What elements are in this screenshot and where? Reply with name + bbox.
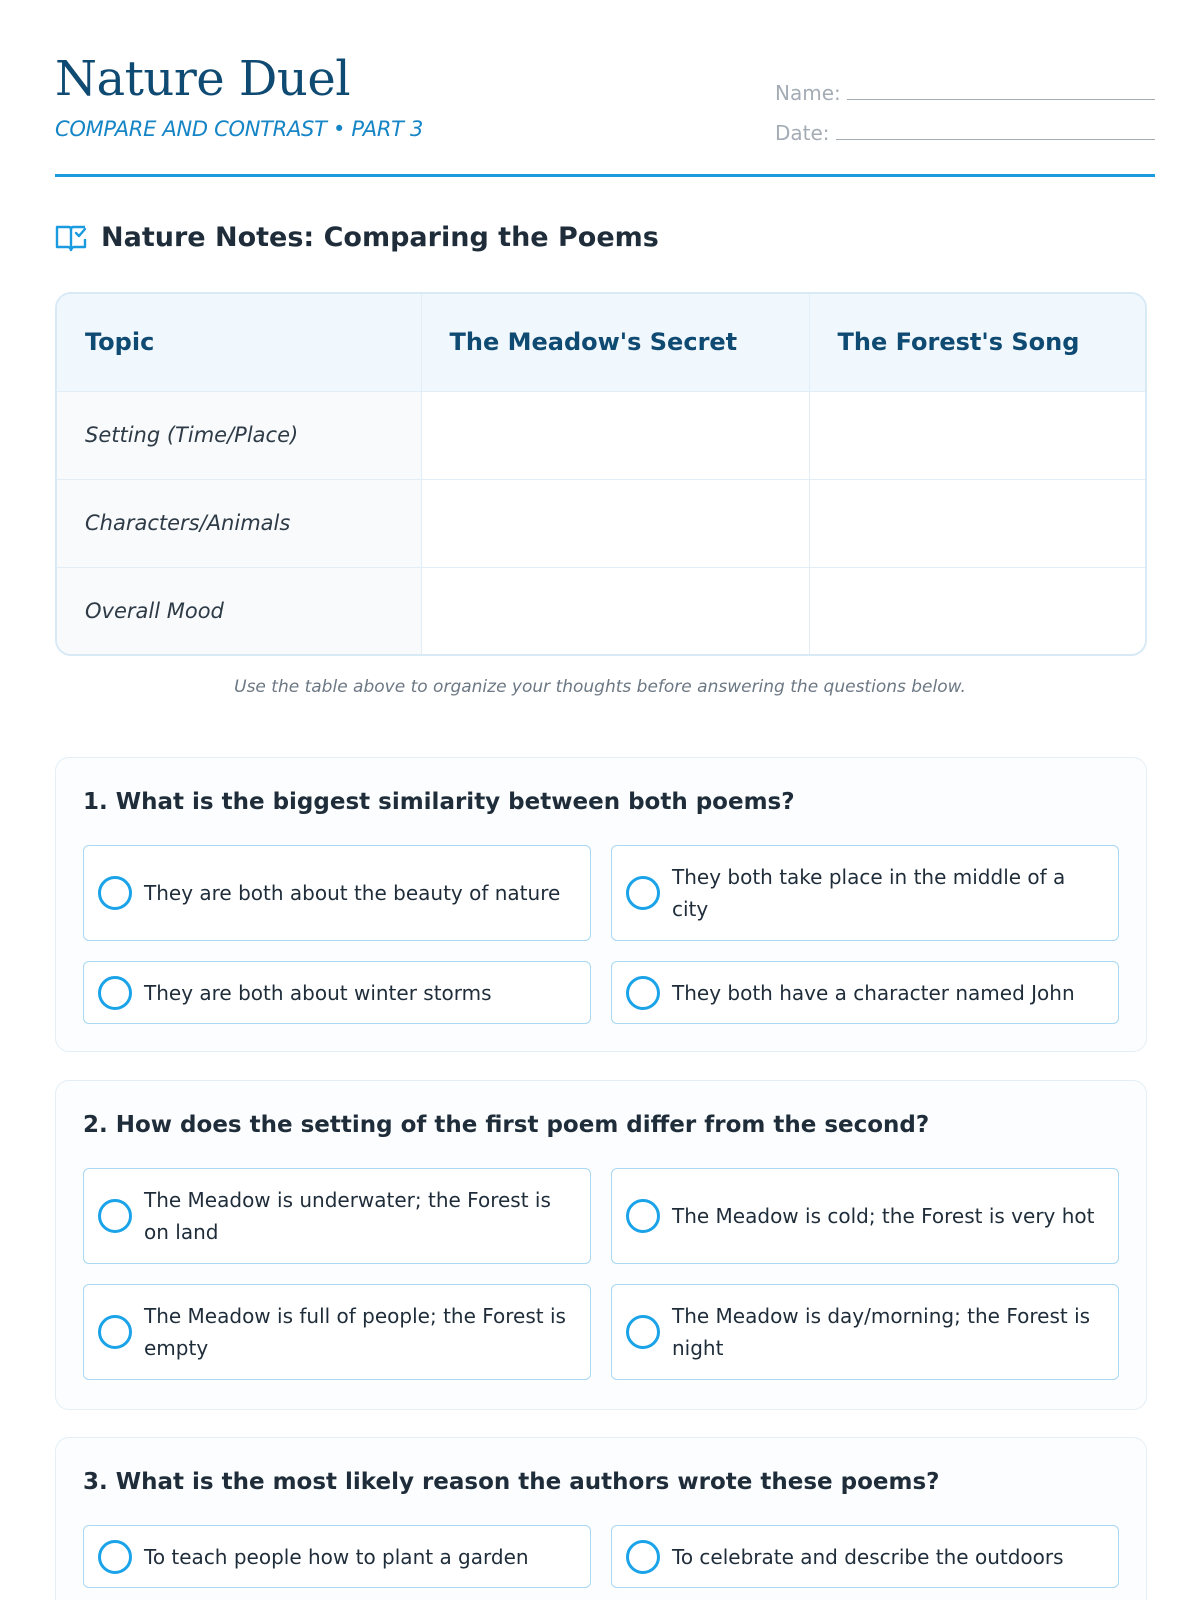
answer-cell[interactable] [809, 567, 1145, 655]
option-label: The Meadow is day/morning; the Forest is night [672, 1304, 1091, 1360]
option-label: They both have a character named John [672, 980, 1075, 1005]
name-line [847, 99, 1155, 100]
worksheet-subtitle: COMPARE AND CONTRAST • PART 3 [55, 117, 424, 141]
worksheet-header [55, 51, 1155, 177]
option-label: They both take place in the middle of a city [672, 865, 1066, 921]
date-line [836, 139, 1155, 140]
answer-cell[interactable] [421, 567, 809, 655]
answer-option[interactable] [611, 1168, 1119, 1264]
option-label: They are both about winter storms [144, 980, 492, 1005]
answer-cell[interactable] [809, 391, 1145, 479]
column-header: Topic [57, 294, 421, 391]
answer-option[interactable] [83, 1168, 591, 1264]
answer-option[interactable] [611, 1284, 1119, 1380]
radio-button[interactable] [626, 1315, 660, 1349]
answer-option[interactable] [83, 845, 591, 941]
answer-cell[interactable] [421, 391, 809, 479]
option-label: They are both about the beauty of nature [144, 881, 561, 905]
date-label: Date: [775, 121, 830, 145]
question-card [55, 1437, 1147, 1600]
question-text: 3. What is the most likely reason the authors wrote these poems? [83, 1469, 940, 1495]
comparison-table [55, 292, 1147, 656]
section-title: Nature Notes: Comparing the Poems [101, 222, 659, 253]
option-label: The Meadow is full of people; the Forest is empty [144, 1304, 566, 1360]
radio-button[interactable] [98, 1540, 132, 1574]
radio-button[interactable] [98, 876, 132, 910]
radio-button[interactable] [626, 876, 660, 910]
worksheet-title: Nature Duel [55, 51, 351, 107]
answer-option[interactable] [611, 961, 1119, 1024]
table-header-row [57, 294, 1145, 391]
name-field[interactable] [775, 65, 1155, 105]
answer-cell[interactable] [421, 479, 809, 567]
table-note: Use the table above to organize your thoughts before answering the questions below. [234, 677, 966, 697]
column-header: The Forest's Song [809, 294, 1145, 391]
radio-button[interactable] [626, 976, 660, 1010]
answer-option[interactable] [83, 1284, 591, 1380]
radio-button[interactable] [626, 1199, 660, 1233]
name-date-block [775, 65, 1155, 145]
answer-option[interactable] [83, 1525, 591, 1588]
table-row [57, 479, 1145, 567]
book-check-icon [55, 224, 87, 252]
row-label: Overall Mood [57, 567, 421, 655]
option-label: The Meadow is cold; the Forest is very hot [672, 1204, 1095, 1228]
date-field[interactable] [775, 105, 1155, 145]
name-label: Name: [775, 81, 841, 105]
section-heading [55, 222, 659, 253]
question-card [55, 1080, 1147, 1410]
answer-option[interactable] [611, 845, 1119, 941]
answer-cell[interactable] [809, 479, 1145, 567]
option-label: To celebrate and describe the outdoors [672, 1544, 1064, 1569]
answer-option[interactable] [83, 961, 591, 1024]
option-label: The Meadow is underwater; the Forest is on land [144, 1188, 551, 1244]
question-text: 2. How does the setting of the first poem differ from the second? [83, 1112, 930, 1138]
table-row [57, 567, 1145, 655]
radio-button[interactable] [98, 1199, 132, 1233]
option-label: To teach people how to plant a garden [144, 1544, 529, 1569]
row-label: Characters/Animals [57, 479, 421, 567]
question-text: 1. What is the biggest similarity between both poems? [83, 789, 795, 815]
radio-button[interactable] [98, 976, 132, 1010]
table-row [57, 391, 1145, 479]
row-label: Setting (Time/Place) [57, 391, 421, 479]
question-card [55, 757, 1147, 1052]
radio-button[interactable] [98, 1315, 132, 1349]
column-header: The Meadow's Secret [421, 294, 809, 391]
radio-button[interactable] [626, 1540, 660, 1574]
answer-option[interactable] [611, 1525, 1119, 1588]
